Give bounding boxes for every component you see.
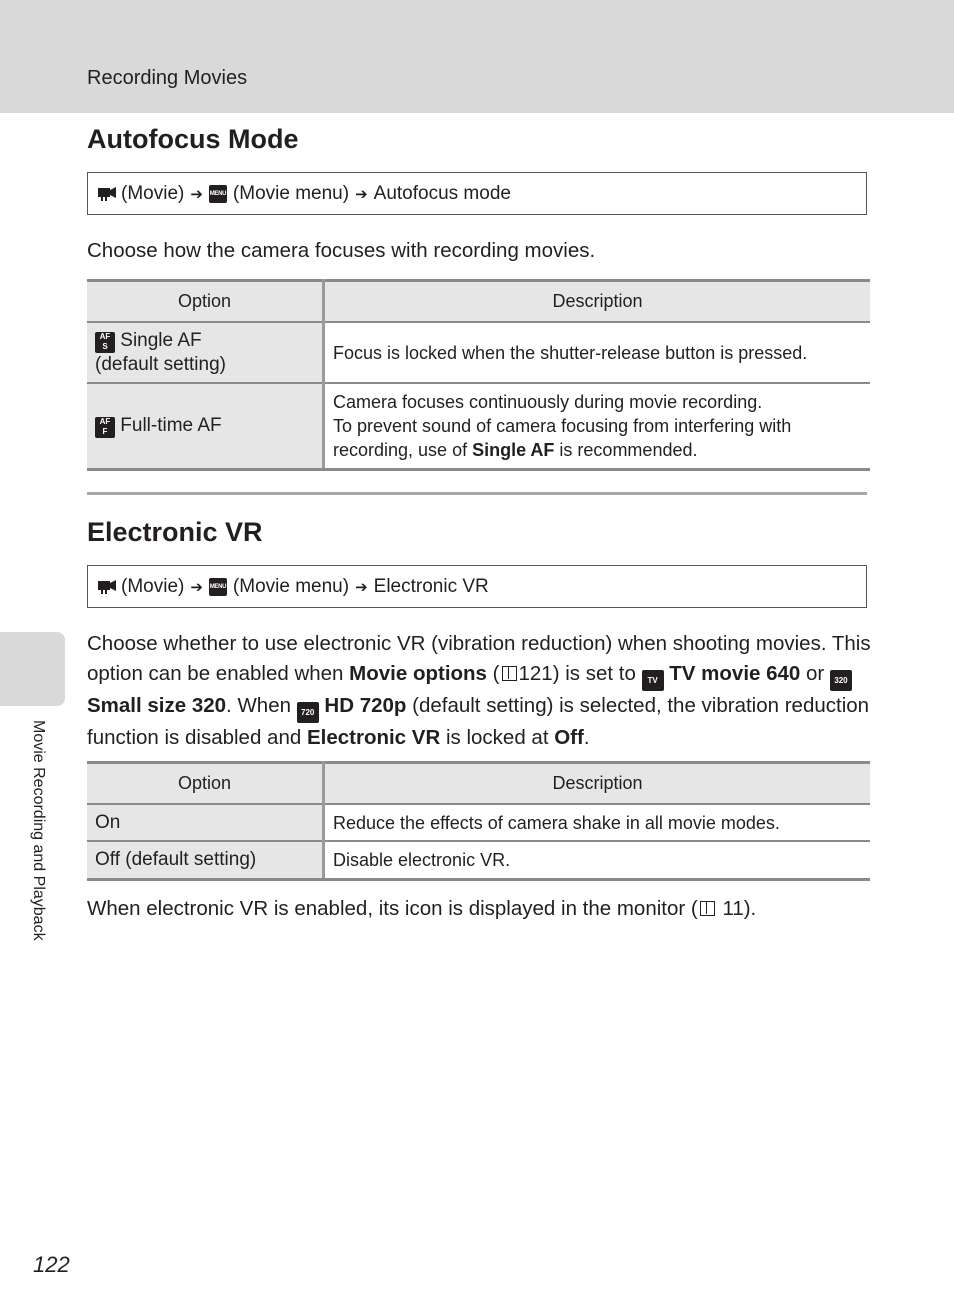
option-name: Full-time AF <box>120 414 222 436</box>
column-header-option: Option <box>87 763 324 805</box>
tv-movie-icon: TV <box>642 670 664 691</box>
nav-movie-label: (Movie) <box>121 182 185 204</box>
option-name: Single AF <box>120 329 202 351</box>
option-cell <box>87 322 324 383</box>
electronic-vr-footer-note: When electronic VR is enabled, its icon is displayed in the monitor ( 11). <box>87 897 757 920</box>
menu-button-icon: MENU <box>209 578 227 596</box>
arrow-right-icon: ➔ <box>355 578 368 596</box>
arrow-right-icon: ➔ <box>355 185 368 203</box>
table-row <box>87 322 870 383</box>
description-cell: Focus is locked when the shutter-release button is pressed. <box>324 322 871 383</box>
option-default-note: (default setting) <box>95 353 226 375</box>
nav-item-label: Autofocus mode <box>373 182 511 204</box>
chapter-side-label: Movie Recording and Playback <box>30 720 47 941</box>
page-number: 122 <box>33 1252 70 1277</box>
autofocus-options-table <box>87 279 870 471</box>
hd-720p-icon: 720 <box>297 702 319 723</box>
nav-movie-label: (Movie) <box>121 575 185 597</box>
table-row <box>87 383 870 469</box>
full-time-af-icon: AF F <box>95 417 115 438</box>
menu-button-icon: MENU <box>209 185 227 203</box>
table-row <box>87 804 870 841</box>
autofocus-title: Autofocus Mode <box>87 124 299 154</box>
arrow-right-icon: ➔ <box>190 578 203 596</box>
column-header-description: Description <box>324 281 871 323</box>
small-size-320-icon: 320 <box>830 670 852 691</box>
nav-menu-label: (Movie menu) <box>232 575 350 597</box>
description-cell: Disable electronic VR. <box>324 841 871 879</box>
electronic-vr-menu-path <box>87 565 867 608</box>
nav-menu-label: (Movie menu) <box>232 182 350 204</box>
option-cell <box>87 383 324 469</box>
option-cell: On <box>87 804 324 841</box>
table-header-row <box>87 281 870 323</box>
book-reference-icon <box>502 666 517 681</box>
movie-camera-icon <box>97 186 117 202</box>
arrow-right-icon: ➔ <box>190 185 203 203</box>
book-reference-icon <box>700 901 715 916</box>
table-header-row <box>87 763 870 805</box>
single-af-icon: AF S <box>95 332 115 353</box>
column-header-description: Description <box>324 763 871 805</box>
electronic-vr-title: Electronic VR <box>87 517 263 547</box>
description-cell: Reduce the effects of camera shake in all movie modes. <box>324 804 871 841</box>
electronic-vr-description: Choose whether to use electronic VR (vibration reduction) when shooting movies. This option can be enabled when Movie options ( 121) is set to TV TV movie 640 or 320 Small size 320. When 720 HD 720p (default setting) is selected, the vibration reduction function is disabled and Electronic VR is locked at Off. <box>87 632 871 749</box>
table-row <box>87 841 870 879</box>
column-header-option: Option <box>87 281 324 323</box>
nav-item-label: Electronic VR <box>373 575 489 597</box>
autofocus-intro: Choose how the camera focuses with recording movies. <box>87 239 596 262</box>
section-divider <box>87 492 867 495</box>
option-cell: Off (default setting) <box>87 841 324 879</box>
description-cell: Camera focuses continuously during movie recording. To prevent sound of camera focusing from interfering with recording, use of Single AF is recommended. <box>324 383 871 469</box>
movie-camera-icon <box>97 579 117 595</box>
chapter-tab <box>0 632 65 706</box>
header-band <box>0 0 954 113</box>
electronic-vr-options-table <box>87 761 870 881</box>
running-header: Recording Movies <box>87 67 248 89</box>
autofocus-menu-path <box>87 172 867 215</box>
